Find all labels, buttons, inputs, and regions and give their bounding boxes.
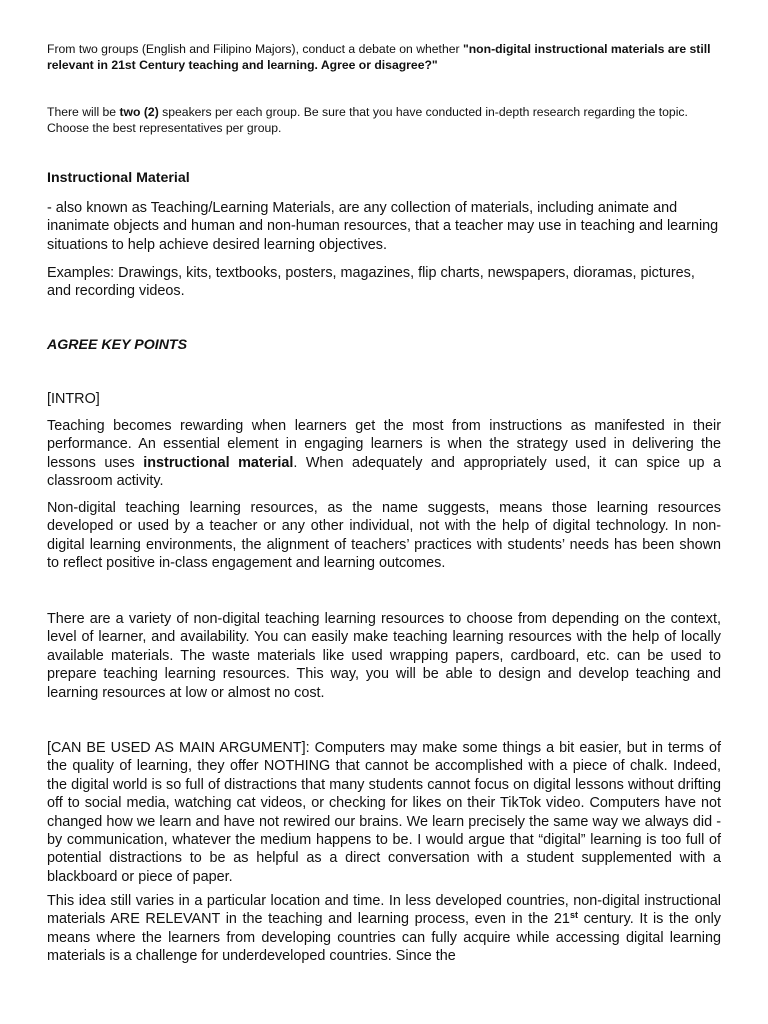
debate-instruction — [47, 42, 721, 73]
instructional-material-heading: Instructional Material — [47, 170, 190, 186]
speaker-instruction-prefix: There will be — [47, 105, 120, 119]
instructional-material-definition: - also known as Teaching/Learning Materials, are any collection of materials, including animate and inanimate objects and human and non-human resources, that a teacher may use in teaching and learning situations to help achieve desired learning objectives. — [47, 200, 719, 253]
agree-paragraph-1 — [47, 417, 721, 491]
debate-instruction-text: From two groups (English and Filipino Majors), conduct a debate on whether — [47, 42, 463, 56]
agree-paragraph-5-prefix: This idea still varies in a particular location and time. In less developed countries, non-digital instructional materials ARE RELEVANT in the teaching and learning process, even in the 21 — [47, 893, 721, 928]
agree-paragraph-3: There are a variety of non-digital teaching learning resources to choose from depending on the context, level of learner, and availability. You can easily make teaching learning resources with the help of locally available materials. The waste materials like used wrapping papers, cardboard, etc. can be used to prepare teaching learning resources. This way, you will be able to design and develop teaching and learning resources at low or almost no cost. — [47, 611, 721, 701]
main-argument-paragraph: [CAN BE USED AS MAIN ARGUMENT]: Computers may make some things a bit easier, but in terms of the quality of learning, they offer NOTHING that cannot be accomplished with a piece of chalk. Indeed, the digital world is so full of distractions that many students cannot focus on digital lessons without drifting off to social media, watching cat videos, or checking for likes on their TikTok video. Computers have not changed how we learn and have not rewired our brains. We learn precisely the same way we always did - by communication, whatever the medium happens to be. I would argue that “digital” learning is too full of potential distractions to be as helpful as a direct conversation with a student supplemented with a blackboard or piece of paper. — [47, 740, 721, 885]
agree-paragraph-5 — [47, 892, 721, 966]
instructional-material-term: instructional material — [143, 454, 294, 471]
agree-paragraph-2: Non-digital teaching learning resources, as the name suggests, means those learning resources developed or used by a teacher or any other individual, not with the help of digital technology. In non-digital learning environments, the alignment of teachers’ practices with students’ needs has been shown to reflect positive in-class engagement and learning outcomes. — [47, 500, 721, 572]
instructional-material-examples: Examples: Drawings, kits, textbooks, posters, magazines, flip charts, newspapers, dioramas, pictures, and recording videos. — [47, 265, 695, 300]
debate-motion: "non-digital instructional materials are still relevant in 21st Century teaching and learning. Agree or disagree?" — [47, 42, 711, 72]
ordinal-superscript: st — [569, 910, 578, 921]
agree-paragraph-5-suffix: century. It is the only means where the learners from developing countries can fully acquire while accessing digital learning materials is a challenge for underdeveloped countries. Since the — [47, 911, 721, 965]
speaker-instruction-suffix: speakers per each group. Be sure that you have conducted in-depth research regarding the topic. Choose the best representatives per group. — [47, 105, 688, 135]
speaker-instruction — [47, 105, 721, 136]
agree-paragraph-1-suffix: . When adequately and appropriately used, it can spice up a classroom activity. — [47, 454, 722, 490]
intro-tag: [INTRO] — [47, 391, 100, 407]
speaker-count: two (2) — [119, 105, 159, 119]
agree-paragraph-1-prefix: Teaching becomes rewarding when learners get the most from instructions as manifested in their performance. An essential element in engaging learners is when the strategy used in delivering the lessons uses — [47, 418, 721, 471]
agree-key-points-heading: AGREE KEY POINTS — [47, 337, 188, 353]
